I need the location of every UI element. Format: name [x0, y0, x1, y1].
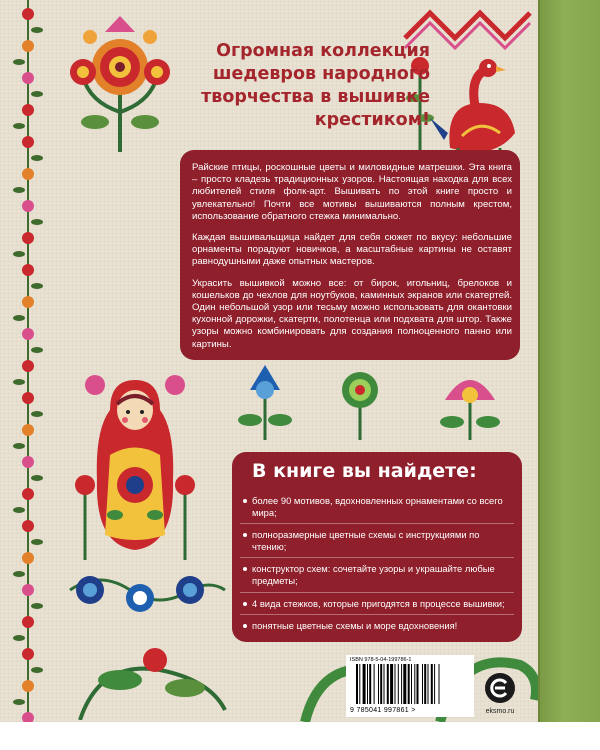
barcode-bar [363, 664, 366, 704]
border-flower [22, 392, 34, 404]
barcode-bar [408, 664, 410, 704]
border-flower [22, 200, 34, 212]
barcode-bar [431, 664, 433, 704]
barcode-bar [367, 664, 368, 704]
feature-item: 4 вида стежков, которые пригодятся в процессе вышивки; [240, 592, 514, 615]
border-leaf [13, 507, 25, 513]
border-leaf [13, 251, 25, 257]
border-leaf [31, 475, 43, 481]
headline-line: Огромная коллекция [216, 41, 430, 61]
barcode-bar [401, 664, 402, 704]
barcode-bar [439, 664, 440, 704]
barcode-bar [424, 664, 426, 704]
border-flower [22, 264, 34, 276]
description-paragraph: Каждая вышивальщица найдет для себя сюжет по вкусу: небольшие орнаменты порадуют новичков, а масштабные картины не оставят равнодушными даже опытных мастеров. [192, 232, 512, 268]
border-flower [22, 168, 34, 180]
border-flower [22, 40, 34, 52]
green-side-band [540, 0, 600, 722]
barcode-bar [359, 664, 360, 704]
barcode-bar [374, 664, 375, 704]
publisher-url: eksmo.ru [485, 708, 515, 715]
border-flower [22, 552, 34, 564]
border-leaf [31, 411, 43, 417]
barcode-bar [395, 664, 396, 704]
border-leaf [13, 59, 25, 65]
barcode-bar [378, 664, 379, 704]
matryoshka-motif [65, 370, 205, 560]
border-flower [22, 488, 34, 500]
barcode-bar [380, 664, 382, 704]
border-flower [22, 616, 34, 628]
border-flower [22, 232, 34, 244]
border-flower [22, 424, 34, 436]
border-flower [22, 72, 34, 84]
cover-headline [160, 40, 430, 132]
feature-item: понятные цветные схемы и море вдохновения! [240, 614, 514, 637]
border-flower [22, 136, 34, 148]
border-flower [22, 104, 34, 116]
barcode-bar [414, 664, 415, 704]
border-flower [22, 456, 34, 468]
border-leaf [31, 155, 43, 161]
border-leaf [13, 315, 25, 321]
feature-item: полноразмерные цветные схемы с инструкциями по чтению; [240, 523, 514, 557]
barcode-icon [356, 664, 468, 706]
border-flower [22, 680, 34, 692]
features-heading: В книге вы найдете: [252, 460, 477, 482]
barcode-bar [403, 664, 406, 704]
floral-motif-lower-left [60, 560, 230, 720]
description-paragraph: Райские птицы, роскошные цветы и миловидные матрешки. Эта книга – просто кладезь традиционных узоров. Настоящая находка для всех любителей стиля фолк-арт. Вышивать по этой книге просто и увлекательно! Почти все мотивы вышиваются полным крестом, использование обратного стежка минимально. [192, 162, 512, 222]
border-leaf [31, 219, 43, 225]
embroidered-border-left [8, 0, 48, 722]
border-leaf [31, 539, 43, 545]
barcode-bar [356, 664, 358, 704]
barcode-bar [411, 664, 412, 704]
border-leaf [13, 635, 25, 641]
floral-row-motifs [220, 360, 530, 440]
barcode-bar [369, 664, 371, 704]
border-flower [22, 328, 34, 340]
border-flower [22, 584, 34, 596]
floral-motif-top-left [65, 12, 175, 152]
border-leaf [31, 603, 43, 609]
border-leaf [31, 91, 43, 97]
eksmo-logo-icon [484, 672, 516, 704]
border-leaf [31, 283, 43, 289]
barcode-bar [384, 664, 385, 704]
border-leaf [13, 571, 25, 577]
feature-item: более 90 мотивов, вдохновленных орнаментами со всего мира; [240, 490, 514, 523]
barcode-bar [398, 664, 399, 704]
border-flower [22, 360, 34, 372]
headline-line: шедевров народного [212, 64, 430, 84]
barcode-bar [428, 664, 429, 704]
barcode-bar [422, 664, 423, 704]
border-flower [22, 296, 34, 308]
border-leaf [31, 27, 43, 33]
barcode-digits: 9 785041 997861 > [350, 707, 416, 714]
barcode-bar [387, 664, 389, 704]
border-flower [22, 712, 34, 722]
border-leaf [31, 667, 43, 673]
border-flower [22, 520, 34, 532]
border-leaf [13, 123, 25, 129]
barcode-bar [417, 664, 419, 704]
isbn-label: ISBN 978-5-04-199786-1 [350, 657, 412, 663]
border-flower [22, 8, 34, 20]
feature-item: конструктор схем: сочетайте узоры и украшайте любые предметы; [240, 557, 514, 591]
description-text [192, 162, 512, 360]
border-leaf [13, 699, 25, 705]
headline-line: крестиком! [314, 110, 430, 130]
border-flower [22, 648, 34, 660]
border-leaf [13, 443, 25, 449]
border-leaf [13, 379, 25, 385]
headline-line: творчества в вышивке [201, 87, 430, 107]
barcode-bar [434, 664, 435, 704]
border-leaf [31, 347, 43, 353]
border-leaf [13, 187, 25, 193]
features-list [240, 490, 514, 637]
barcode-bar [390, 664, 393, 704]
description-paragraph: Украсить вышивкой можно все: от бирок, игольниц, брелоков и кошельков до чехлов для ноутбуков, каминных экранов или скатертей. Один небольшой узор или тесьму можно использовать для окантовки кухонной дорожки, скатерти, полотенца или подхвата для штор. Также узоры можно комбинировать для создания полноценного панно или картины. [192, 277, 512, 350]
